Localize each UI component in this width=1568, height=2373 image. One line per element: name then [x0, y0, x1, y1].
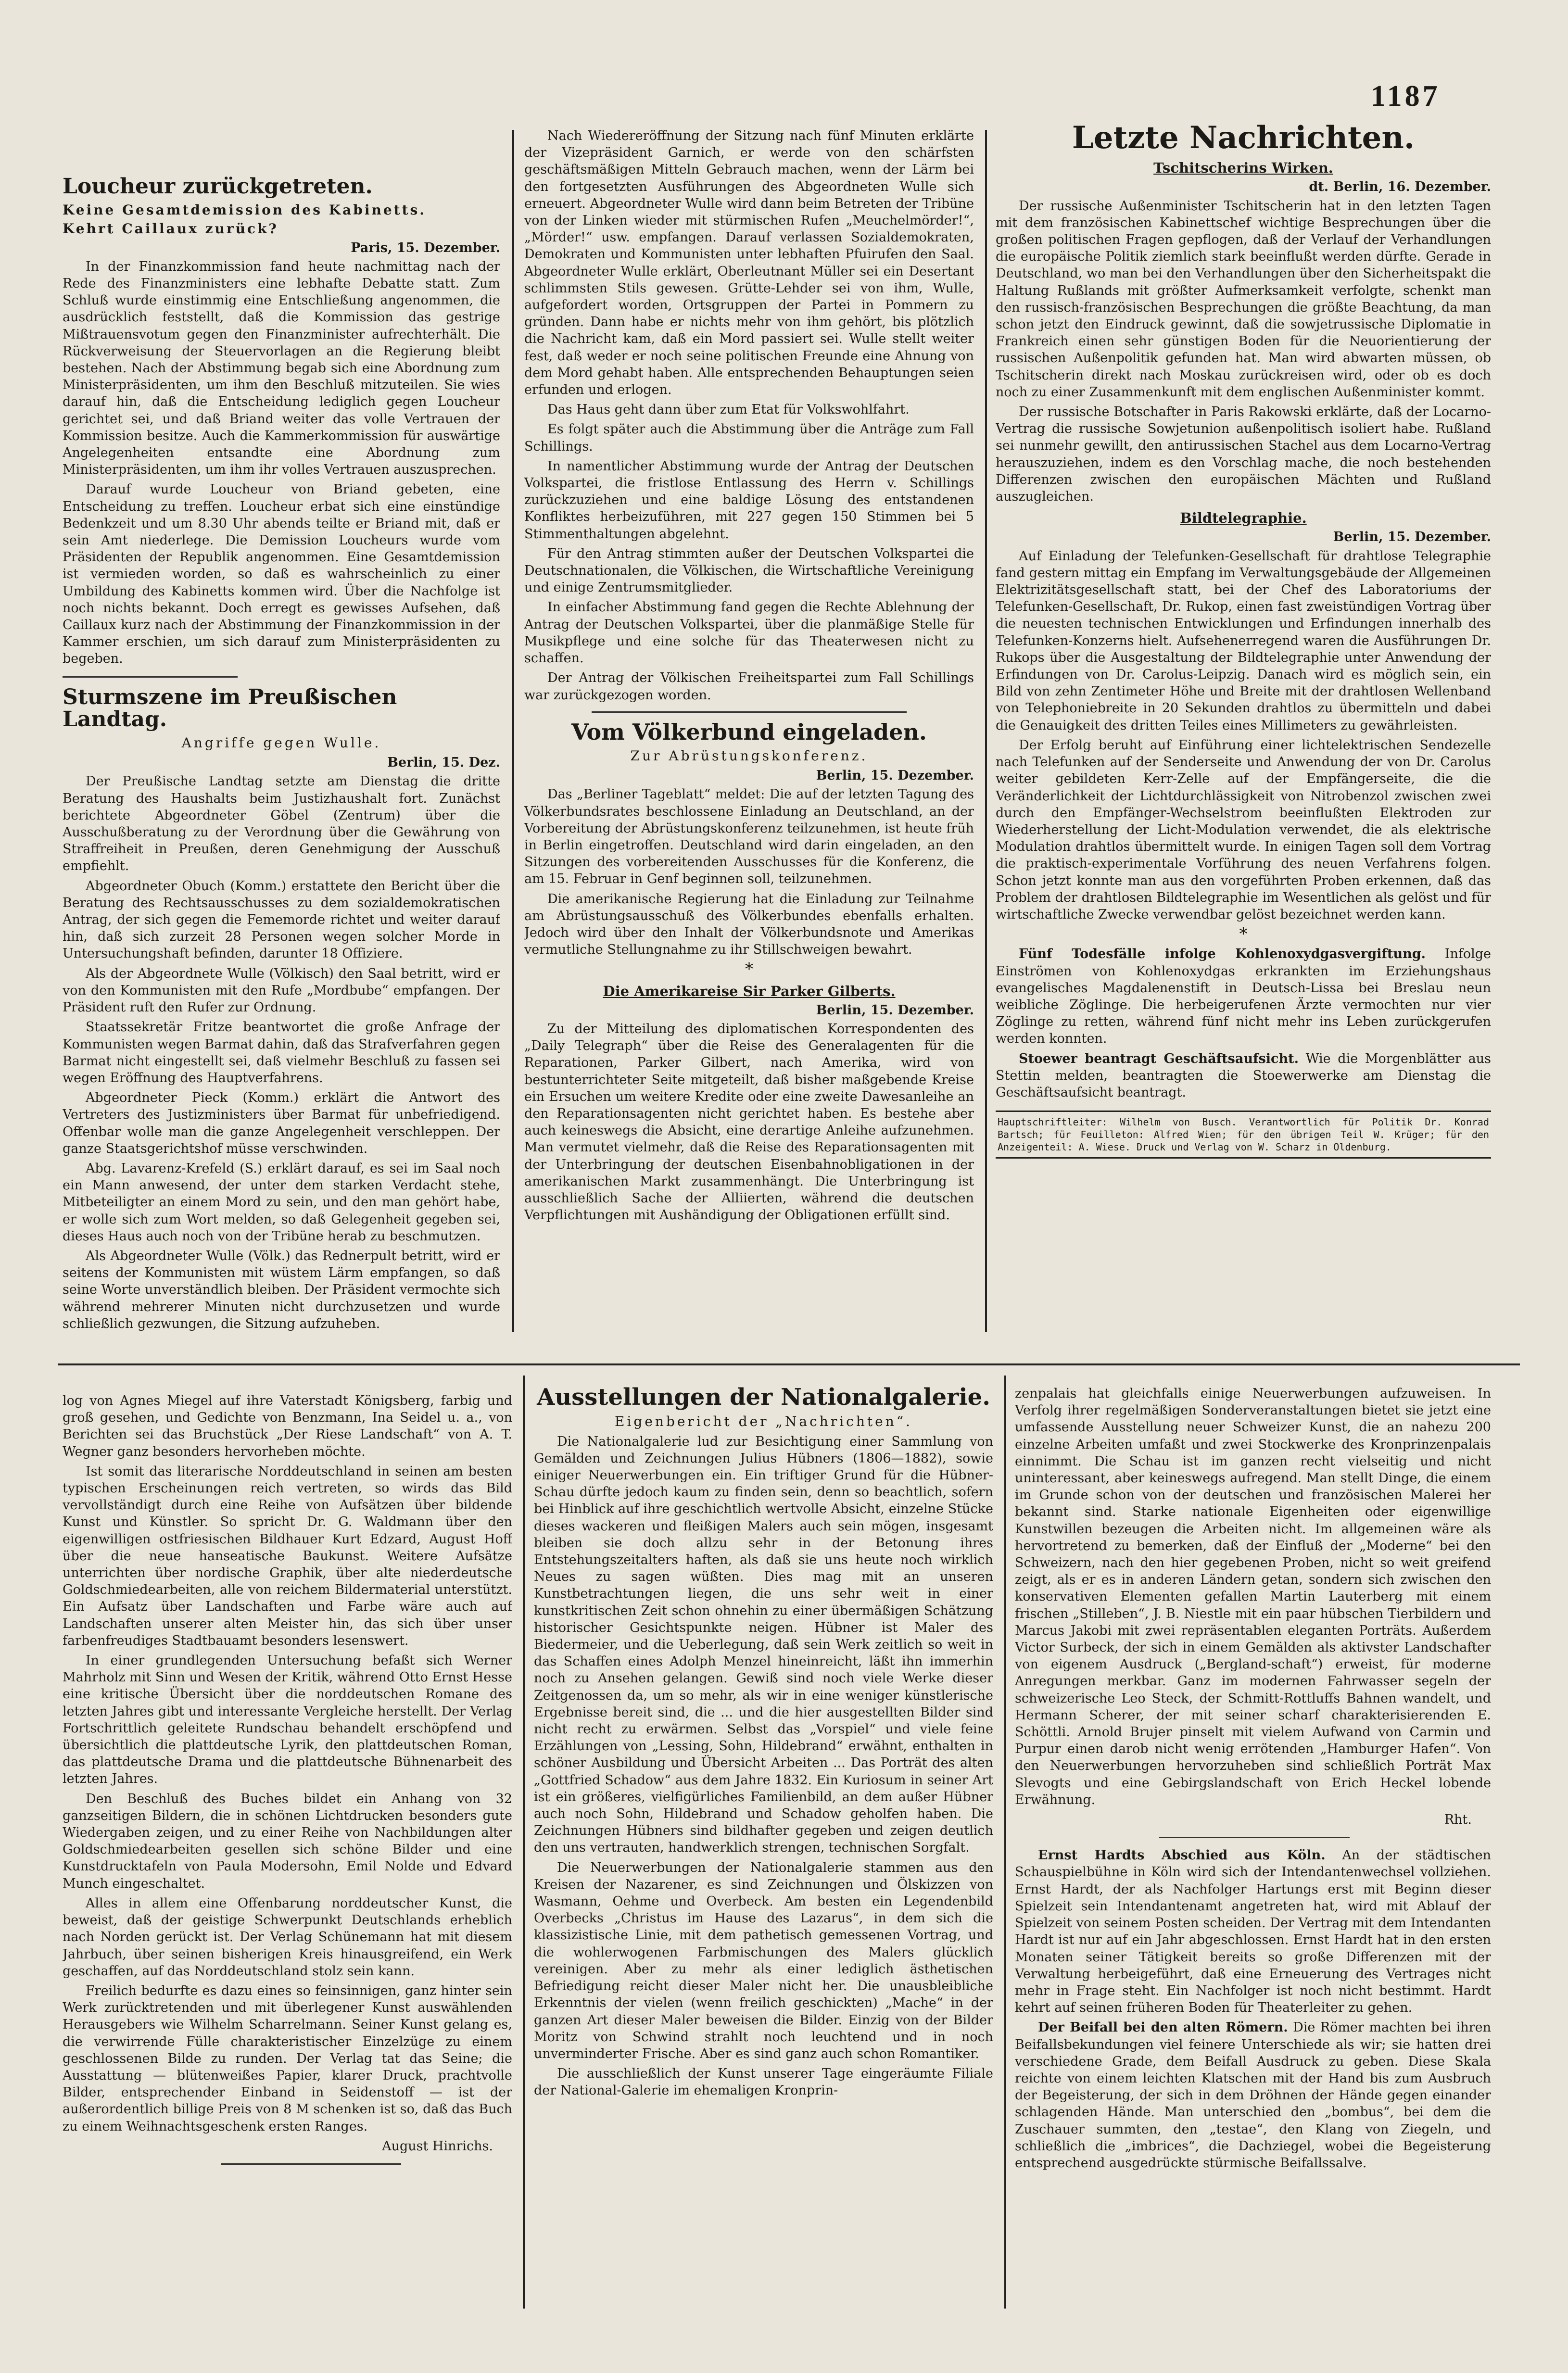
paragraph: Die Nationalgalerie lud zur Besichtigung einer Sammlung von Gemälden und Zeichnungen Julius Hübners (1806—1882), sowie einiger Neuerwerbungen ein. Ein triftiger Grund für die Hübner-Schau dürfte jedoch kaum zu finden sein, denn so beachtlich, sofern bei Hinblick auf ihre geschichtlich wertvolle Absicht, einzelne Stücke dieses wackeren und fleißigen Malers auch sein mögen, insgesamt bleiben sie doch allzu sehr in der Betonung ihres Entstehungszeitalters haften, als daß sie uns heute noch wirklich Neues zu sagen wüßten. Dies mag mit an unseren Kunstbetrachtungen liegen, die uns sehr weit in einer kunstkritischen Zeit schon ohnehin zu einer übermäßigen Schätzung historischer Gesichtspunkte neigen. Hübner ist Maler des Biedermeier, und die Ueberlegung, daß sein Werk zeitlich so weit in das Schaffen eines Adolph Menzel hineinreicht, läßt ihn immerhin noch zu Ansehen gelangen. Gewiß sind noch viele Werke dieser Zeitgenossen da, um so mehr, als wir in eine weniger künstlerische Ergebnisse bereit sind, die ... und die hier ausgestellten Bilder sind nicht recht zu erwärmen. Selbst das „Vorspiel“ und viele feine Erzählungen von „Lessing, Sohn, Hildebrand“ erwähnt, enthalten in schöner Ausbildung und Übersicht Arbeiten ... Das Porträt des alten „Gottfried Schadow“ aus dem Jahre 1832. Ein Kuriosum in seiner Art ist ein größeres, vielfigürliches Familienbild, an dem außer Hübner auch noch Sohn, Hildebrand und Schadow geholfen haben. Die Zeichnungen Hübners sind bildhafter gegeben und zeigen deutlich den uns vertrauten, handwerklich strengen, technischen Sorgfalt. — [534, 1434, 993, 1855]
paragraph: In einfacher Abstimmung fand gegen die Rechte Ablehnung der Antrag der Deutschen Volkspartei, über die planmäßige Stelle für Musikpflege und eine solche für das Theaterwesen nicht zu schaffen. — [524, 600, 974, 666]
column-3 — [996, 118, 1491, 1354]
paragraph: In der Finanzkommission fand heute nachmittag nach der Rede des Finanzministers eine lebhafte Debatte statt. Zum Schluß wurde einstimmig eine Entschließung angenommen, die ausdrücklich feststellt, daß die Kommission das gestrige Mißtrauensvotum gegen den Finanzminister aufrechterhält. Die Rückverweisung der Steuervorlagen an die Regierung bleibt bestehen. Nach der Abstimmung begab sich eine Abordnung zum Ministerpräsidenten, um ihm den Beschluß mitzuteilen. Sie wies darauf hin, daß die Entscheidung lediglich gegen Loucheur gerichtet sei, und daß Briand weiter das volle Vertrauen der Kommission besitze. Auch die Kammerkommission für auswärtige Angelegenheiten entsandte eine Abordnung zum Ministerpräsidenten, um ihm ihr volles Vertrauen auszusprechen. — [63, 259, 500, 478]
separator-star: * — [745, 959, 753, 979]
paragraph: Freilich bedurfte es dazu eines so feinsinnigen, ganz hinter sein Werk zurücktretenden und mit überlegener Kunst auswählenden Herausgebers wie Wilhelm Scharrelmann. Seiner Kunst gelang es, die verwirrende Fülle charakteristischer Einzelzüge zu einem geschlossenen Bilde zu runden. Der Verlag tat das Seine; die Ausstattung — blütenweißes Papier, klarer Druck, prachtvolle Bilder, entsprechender Einband in Seidenstoff — ist der außerordentlich billige Preis von 8 M schenken ist so, daß das Buch zu einem Weihnachtsgeschenk ersten Ranges. — [63, 1983, 512, 2134]
paragraph: Der russische Botschafter in Paris Rakowski erklärte, daß der Locarno-Vertrag die russische Sowjetunion außenpolitisch isoliert habe. Rußland sei nunmehr gewillt, den antirussischen Stachel aus dem Locarno-Vertrag herauszuziehen, indem es den Vorschlag mache, die noch bestehenden Differenzen zwischen den europäischen Mächten und Rußland auszugleichen. — [996, 404, 1491, 505]
section-title-letzte-nachrichten: Letzte Nachrichten. — [1072, 120, 1415, 156]
paragraph: Der Preußische Landtag setzte am Dienstag die dritte Beratung des Haushalts beim Justizhaushalt fort. Zunächst berichtete Abgeordneter Göbel (Zentrum) über die Ausschußberatung zu der Verordnung über die Gewährung von Straffreiheit in Preußen, deren Genehmigung der Ausschuß empfiehlt. — [63, 774, 500, 874]
paragraph: Es folgt später auch die Abstimmung über die Anträge zum Fall Schillings. — [524, 422, 974, 454]
paragraph: In einer grundlegenden Untersuchung befaßt sich Werner Mahrholz mit Sinn und Wesen der Kritik, während Otto Ernst Hesse eine kritische Übersicht über die norddeutschen Romane des letzten Jahres gibt und interessante Vergleiche herstellt. Der Verlag Fortschrittlich geleitete Rundschau behandelt erschöpfend und übersichtlich die plattdeutsche Lyrik, den plattdeutschen Roman, das plattdeutsche Drama und die plattdeutsche Bühnenarbeit des letzten Jahres. — [63, 1653, 512, 1787]
bottom-column-middle — [534, 1385, 993, 2306]
page-number: 1187 — [1371, 80, 1441, 113]
headline-gilbert: Die Amerikareise Sir Parker Gilberts. — [603, 983, 896, 999]
paragraph: Abg. Lavarenz-Krefeld (S.) erklärt darauf, es sei im Saal noch ein Mann anwesend, der unter dem starken Verdacht stehe, Mitbeteiligter an einem Mord zu sein, und den man gehört habe, er wolle sich zum Wort melden, so daß Gelegenheit gegeben sei, dieses Haus auch noch von der Tribüne herab zu beschmutzen. — [63, 1161, 500, 1244]
paragraph: zenpalais hat gleichfalls einige Neuerwerbungen aufzuweisen. In Verfolg ihrer regelmäßigen Sonderveranstaltungen bietet sie jetzt eine umfassende Ausstellung neuer Schweizer Kunst, die an nahezu 200 einzelne Arbeiten umfaßt und zwei Stockwerke des Kronprinzenpalais einnimmt. Die Schau ist im ganzen recht vielseitig und nicht uninteressant, aber keineswegs aufregend. Man stellt Dinge, die einem im Grunde schon von der deutschen und französischen Malerei her bekannt sind. Starke nationale Eigenheiten oder eigenwillige Kunstwillen bezeugen die Arbeiten nicht. Im allgemeinen wäre als hervortretend zu bemerken, daß der Einfluß der „Moderne“ bei den Schweizern, nach den hier gegebenen Proben, nicht so weit greifend zeigt, als er es in anderen Ländern getan, sondern sich zwischen den konservativen Elementen gefallen Martin Lauterberg mit einem frischen „Stilleben“, J. B. Niestle mit ein paar hübschen Tierbildern und Marcus Jakobi mit zwei repräsentablen eleganten Porträts. Außerdem Victor Surbeck, der sich in einem Gemälden als aktivster Landschafter von eigenem Ausdruck („Bergland-schaft“) erweist, für moderne Anregungen merkbar. Ganz im modernen Fahrwasser segeln der schweizerische Leo Steck, der Schmitt-Rottluffs Bahnen wandelt, und Hermann Scherer, der mit seiner scharf charakterisierenden E. Schöttli. Arnold Brujer pinselt mit vielem Aufwand von Carmin und Purpur einen darob nicht wenig errötenden „Hamburger Hafen“. Von den Neuerwerbungen hervorzuheben sind schließlich Porträt Max Slevogts und eine Gebirgslandschaft von Erich Heckel lobende Erwähnung. — [1015, 1386, 1491, 1807]
column-divider-2 — [985, 130, 987, 1332]
article-tschitscherin — [996, 160, 1491, 505]
separator-star: * — [1239, 924, 1248, 944]
body-hardt: An der städtischen Schauspielbühne in Köln wird sich der Intendantenwechsel vollziehen. Ernst Hardt, der als Nachfolger Hartungs erst mit Beginn dieser Spielzeit sein Intendantenamt angetreten hat, wird mit Ablauf der Spielzeit von seinem Posten scheiden. Der Vertrag mit dem Intendanten Hardt ist nur auf ein Jahr abgeschlossen. Ernst Hardt hat in den ersten Monaten seiner Tätigkeit bereits so große Differenzen mit der Verwaltung herbeigeführt, daß eine Erneuerung des Vertrages nicht mehr in Frage steht. Ein Nachfolger ist noch nicht bestimmt. Hardt kehrt auf seinen früheren Boden für Theaterleiter zu gehen. — [1015, 1848, 1491, 2016]
headline-tschitscherin: Tschitscherins Wirken. — [1153, 160, 1333, 177]
dateline: dt. Berlin, 16. Dezember. — [1309, 179, 1491, 195]
subhead-landtag: Angriffe gegen Wulle. — [181, 735, 381, 751]
paragraph: Den Beschluß des Buches bildet ein Anhang von 32 ganzseitigen Bildern, die in schönen Lichtdrucken besonders gute Wiedergaben zeigen, und zu einer Reihe von Nachbildungen alter Goldschmiedearbeiten gesellen sich schöne Bilder und eine Kunstdrucktafeln von Paula Modersohn, Emil Nolde und Edvard Munch eingeschaltet. — [63, 1791, 512, 1891]
paragraph: Als der Abgeordnete Wulle (Völkisch) den Saal betritt, wird er von den Kommunisten mit den Rufe „Mordbube“ empfangen. Der Präsident ruft den Rufer zur Ordnung. — [63, 966, 500, 1015]
paragraph: Darauf wurde Loucheur von Briand gebeten, eine Entscheidung zu treffen. Loucheur erbat sich eine einstündige Bedenkzeit und um 8.30 Uhr abends teilte er Briand mit, daß er sein Amt niederlege. Die Demission Loucheurs wurde vom Präsidenten der Republik angenommen. Eine Gesamtdemission ist vermieden worden, so daß es wahrscheinlich zu einer Umbildung des Kabinetts kommen wird. Über die Nachfolge ist noch nichts bekannt. Doch erregt es gewisses Aufsehen, daß Caillaux kurz nach der Abstimmung der Finanzkommission in der Kammer erschien, um sich darauf zum Ministerpräsidenten zu begeben. — [63, 482, 500, 667]
bottom-divider-2 — [1004, 1376, 1006, 2309]
divider — [1159, 1837, 1350, 1838]
divider — [221, 2163, 401, 2165]
paragraph: Für den Antrag stimmten außer der Deutschen Volkspartei die Deutschnationalen, die Völkischen, die Wirtschaftliche Vereinigung und einige Zentrumsmitglieder. — [524, 546, 974, 595]
subhead-voelkerbund: Zur Abrüstungskonferenz. — [630, 748, 868, 764]
body-stoewer: Wie die Morgenblätter aus Stettin melden, beantragten die Stoewerwerke am Dienstag die Geschäftsaufsicht beantragt. — [996, 1051, 1491, 1100]
paragraph: log von Agnes Miegel auf ihre Vaterstadt Königsberg, farbig und groß gesehen, und Gedichte von Benzmann, Ina Seidel u. a., von Berichten sei das Bruchstück „Der Riese Landschaft“ von A. T. Wegner ganz besonders hervorheben möchte. — [63, 1393, 512, 1459]
headline-loucheur: Loucheur zurückgetreten. — [63, 176, 373, 199]
article-gilbert — [524, 983, 974, 1224]
article-voelkerbund — [524, 720, 974, 959]
paragraph: Der Erfolg beruht auf Einführung einer lichtelektrischen Sendezelle nach Telefunken auf der Senderseite und Anwendung der von Dr. Carolus weiter gebildeten Kerr-Zelle auf der Empfängerseite, die die Veränderlichkeit der Lichtdurchlässigkeit von Nitrobenzol zwischen zwei durch den Empfänger-Wechselstrom beeinflußten Elektroden zur Wiederherstellung der Licht-Modulation verwendet, die als elektrische Modulation drahtlos übermittelt wurde. In einigen Tagen soll dem Vortrag die praktisch-experimentale Vorführung des neuen Verfahrens folgen. Schon jetzt konnte man aus den vorgeführten Proben erkennen, daß das Problem der drahtlosen Bildtelegraphie im Wesentlichen als gelöst und für wirtschaftliche Zwecke verwendbar gelöst bezeichnet werden kann. — [996, 737, 1491, 922]
bottom-divider-1 — [523, 1376, 525, 2309]
column-divider-1 — [512, 130, 514, 1332]
paragraph: Ist somit das literarische Norddeutschland in seinen am besten typischen Erscheinungen reich vertreten, so wirds das Bild vervollständigt durch eine Reihe von Aufsätzen über bildende Kunst und Künstler. So spricht Dr. G. Waldmann über den eigenwilligen ostfriesischen Bildhauer Kurt Edzard, August Hoff über die neue hanseatische Baukunst. Weitere Aufsätze unterrichten über nordische Graphik, über alte niederdeutsche Goldschmiedearbeiten, alle von reichem Bildermaterial unterstützt. Ein Aufsatz über Landschaften und Farbe wäre auch auf Landschaften unserer alten Meister hin, das sich über unser farbenfreudiges Stadtbauamt besonders lesenswert. — [63, 1464, 512, 1648]
headline-stoewer: Stoewer beantragt Geschäftsaufsicht. — [1019, 1051, 1299, 1066]
body-roemer: Die Römer machten bei ihren Beifallsbekundungen viel feinere Unterschiede als wir; sie hatten drei verschiedene Grade, dem Beifall Ausdruck zu geben. Diese Skala reichte von einem leichten Klatschen mit der Hand bis zum Ausbruch der Begeisterung, der sich in dem Dröhnen der Hände gegen einander schlagenden Hände. Man unterschied den „bombus“, bei dem die Zuschauer summten, den „testae“, den Klang von Ziegeln, und schließlich die „imbrices“, die Dachziegel, wobei die Begeisterung entsprechend ausgedrückte stürmische Beifallssalve. — [1015, 2020, 1491, 2171]
bottom-column-right — [1015, 1385, 1491, 2306]
paragraph: In namentlicher Abstimmung wurde der Antrag der Deutschen Volkspartei, die fristlose Entlassung des Herrn v. Schillings zurückzuziehen und eine baldige Lösung des entstandenen Konfliktes herbeizuführen, mit 227 gegen 150 Stimmen bei 5 Stimmenthaltungen abgelehnt. — [524, 458, 974, 542]
dateline: Paris, 15. Dezember. — [351, 240, 500, 255]
headline-landtag: Sturmszene im Preußischen Landtag. — [63, 684, 397, 732]
section-divider — [58, 1363, 1520, 1365]
headline-voelkerbund: Vom Völkerbund eingeladen. — [571, 719, 927, 745]
article-stoewer — [996, 1050, 1491, 1101]
byline: Rht. — [1444, 1812, 1472, 1828]
paragraph: Das Haus geht dann über zum Etat für Volkswohlfahrt. — [547, 402, 910, 417]
byline: August Hinrichs. — [382, 2138, 493, 2154]
article-landtag-continuation — [524, 127, 974, 704]
paragraph: Das „Berliner Tageblatt“ meldet: Die auf der letzten Tagung des Völkerbundsrates beschlossene Einladung an Deutschland, an der Vorbereitung der Abrüstungskonferenz teilzunehmen, ist heute früh in Berlin eingetroffen. Deutschland wird darin eingeladen, an den Sitzungen des vorbereitenden Ausschusses für die Konferenz, die am 15. Februar in Genf beginnen soll, teilzunehmen. — [524, 787, 974, 887]
article-kohlenoxyd — [996, 946, 1491, 1047]
paragraph: Abgeordneter Obuch (Komm.) erstattete den Bericht über die Beratung des Rechtsausschusses zu dem sozialdemokratischen Antrag, der sich gegen die Fememorde richtet und weiter darauf hin, daß sich zurzeit 28 Personen wegen solcher Morde in Untersuchungshaft befinden, darunter 18 Offiziere. — [63, 878, 500, 961]
paragraph: Staatssekretär Fritze beantwortet die große Anfrage der Kommunisten wegen Barmat dahin, daß das Strafverfahren gegen Barmat nicht eingestellt sei, daß vielmehr Beschluß zu fassen sei wegen Eröffnung des Hauptverfahrens. — [63, 1020, 500, 1086]
paragraph: Die amerikanische Regierung hat die Einladung zur Teilnahme am Abrüstungsausschuß des Völkerbundes ebenfalls erhalten. Jedoch wird über den Inhalt der Völkerbundsnote und Amerikas vermutliche Stellungnahme zu ihr Stillschweigen bewahrt. — [524, 891, 974, 958]
subhead-loucheur-1: Keine Gesamtdemission des Kabinetts. — [63, 202, 427, 218]
article-roemer — [1015, 2019, 1491, 2171]
headline-nationalgalerie: Ausstellungen der Nationalgalerie. — [537, 1385, 990, 1411]
paragraph: Der russische Außenminister Tschitscherin hat in den letzten Tagen mit dem französischen Kabinettschef wichtige Besprechungen über die großen politischen Fragen gepflogen, daß der Verlauf der Verhandlungen die europäische Politik ziemlich stark beeinflußt werden dürfte. Gerade in Deutschland, wo man bei den Verhandlungen über den Sicherheitspakt die Haltung Rußlands mit größter Aufmerksamkeit verfolgte, schenkt man den russisch-französischen Besprechungen die größte Beachtung, da man schon jetzt den Eindruck gewinnt, daß die sowjetrussische Diplomatie in Frankreich einen sehr günstigen Boden für die Neuorientierung der russischen Außenpolitik gefunden hat. Man wird abwarten müssen, ob Tschitscherin direkt nach Moskau zurückreisen wird, oder ob es doch noch zu einer Zusammenkunft mit dem englischen Außenminister kommt. — [996, 198, 1491, 400]
body-kohlenoxyd: Infolge Einströmen von Kohlenoxydgas erkrankten im Erziehungshaus evangelisches Magdalenenstift in Deutsch-Lissa bei Breslau neun weibliche Zöglinge. Die herbeigerufenen Ärzte vermochten nur vier Zöglinge zu retten, während fünf nicht mehr ins Leben zurückgerufen werden konnten. — [996, 947, 1491, 1047]
paragraph: Alles in allem eine Offenbarung norddeutscher Kunst, die beweist, daß der geistige Schwerpunkt Deutschlands erheblich nach Norden gerückt ist. Der Verlag Schünemann hat mit diesem Jahrbuch, über seinen bisherigen Kreis hinausgreifend, ein Werk geschaffen, auf das Norddeutschland stolz sein kann. — [63, 1895, 512, 1979]
paragraph: Die ausschließlich der Kunst unserer Tage eingeräumte Filiale der National-Galerie im ehemaligen Kronprin- — [534, 2066, 993, 2098]
subhead-nationalgalerie: Eigenbericht der „Nachrichten“. — [615, 1414, 912, 1430]
article-landtag — [63, 686, 500, 1332]
dateline: Berlin, 15. Dezember. — [1333, 530, 1491, 545]
column-1 — [63, 176, 500, 1354]
headline-roemer: Der Beifall bei den alten Römern. — [1038, 2020, 1288, 2035]
paragraph: Die Neuerwerbungen der Nationalgalerie stammen aus den Kreisen der Nazarener, es sind Zeichnungen und Ölskizzen von Wasmann, Oehme und Overbeck. Am besten ein Legendenbild Overbecks „Christus im Hause des Lazarus“, in dem sich die klassizistische Linie, mit dem pathetisch gemessenen Vortrag, und die wohlerwogenen Farbmischungen des Malers glücklich vereinigen. Aber zu mehr als einer lediglich ästhetischen Befriedigung reicht dieser Maler nicht her. Die unausbleibliche Erkenntnis der vielen (wenn freilich geschickten) „Mache“ in der ganzen Art dieser Maler beweisen die Bilder. Einzig von der Bilder Moritz von Schwind strahlt noch leuchtend und in noch unverminderter Frische. Aber es sind ganz auch schon Romantiker. — [534, 1860, 993, 2061]
paragraph: Zu der Mitteilung des diplomatischen Korrespondenten des „Daily Telegraph“ über die Reise des Generalagenten für die Reparationen, Parker Gilbert, nach Amerika, wird von bestunterrichteter Seite mitgeteilt, daß bisher maßgebende Kreise ein Ersuchen um weitere Kredite oder eine zweite Dawesanleihe an den Reparationsagenten nicht gerichtet haben. Es bestehe aber auch keineswegs die Absicht, eine derartige Anleihe aufzunehmen. Man vermutet vielmehr, daß die Reise des Reparationsagenten mit der Unterbringung der deutschen Eisenbahnobligationen in der amerikanischen Markt zusammenhängt. Die Unterbringung ist ausschließlich Sache der Alliierten, während die deutschen Verpflichtungen mit Aushändigung der Obligationen erfüllt sind. — [524, 1022, 974, 1223]
imprint: Hauptschriftleiter: Wilhelm von Busch. Verantwortlich für Politik Dr. Konrad Bartsch; für Feuilleton: Alfred Wien; für den übrigen Teil W. Krüger; für den Anzeigenteil: A. Wiese. Druck und Verlag von W. Scharz in Oldenburg. — [996, 1111, 1491, 1159]
dateline: Berlin, 15. Dez. — [387, 755, 500, 770]
dateline: Berlin, 15. Dezember. — [816, 768, 974, 783]
paragraph: Der Antrag der Völkischen Freiheitspartei zum Fall Schillings war zurückgezogen worden. — [524, 670, 974, 703]
article-loucheur — [63, 176, 500, 668]
paragraph: Nach Wiedereröffnung der Sitzung nach fünf Minuten erklärte der Vizepräsident Garnich, er werde von den schärfsten geschäftsmäßigen Mitteln Gebrauch machen, wenn der Lärm bei den fortgesetzten Ausführungen des Abgeordneten Wulle sich erneuert. Abgeordneter Wulle wird dann beim Betreten der Tribüne von der Linken wieder mit stürmischen Rufen „Meuchelmörder!“, „Mörder!“ usw. empfangen. Darauf verlassen Sozialdemokraten, Demokraten und Kommunisten unter lebhaften Pfuirufen den Saal. Abgeordneter Wulle erklärt, Oberleutnant Müller sei ein Desertant schlimmsten Stils gewesen. Grütte-Lehder sei von ihm, Wulle, aufgefordert worden, Ortsgruppen der Partei in Pommern zu gründen. Dann habe er nichts mehr von ihm gehört, bis plötzlich die Nachricht kam, daß ein Mord passiert sei. Wulle stellt weiter fest, daß weder er noch seine politischen Freunde eine Ahnung von dem Mord gehabt haben. Alle entsprechenden Behauptungen seien erfunden und erlogen. — [524, 128, 974, 398]
bottom-column-left — [63, 1392, 512, 2306]
headline-bildtelegraphie: Bildtelegraphie. — [1180, 510, 1307, 527]
column-2 — [524, 127, 974, 1354]
paragraph: Als Abgeordneter Wulle (Völk.) das Rednerpult betritt, wird er seitens der Kommunisten mit wüstem Lärm empfangen, so daß seine Worte unverständlich bleiben. Der Präsident vermochte sich während mehrerer Minuten nicht durchzusetzen und wurde schließlich gezwungen, die Sitzung aufzuheben. — [63, 1248, 500, 1331]
divider — [63, 676, 238, 678]
headline-hardt: Ernst Hardts Abschied aus Köln. — [1038, 1848, 1326, 1863]
paragraph: Abgeordneter Pieck (Komm.) erklärt die Antwort des Vertreters des Justizministers über Barmat für unbefriedigend. Offenbar wolle man die ganze Angelegenheit verschleppen. Der ganze Staatsgerichtshof müsse verschwinden. — [63, 1090, 500, 1156]
paragraph: Auf Einladung der Telefunken-Gesellschaft für drahtlose Telegraphie fand gestern mittag ein Empfang im Verwaltungsgebäude der Allgemeinen Elektrizitätsgesellschaft statt, bei der Chef des Laboratoriums der Telefunken-Gesellschaft, Dr. Rukop, einen fast zweistündigen Vortrag über die neuesten technischen Entwicklungen und Erfindungen innerhalb des Telefunken-Konzerns hielt. Aufsehenerregend waren die Ausführungen Dr. Rukops über die Ausgestaltung der Bildtelegraphie unter Anwendung der Erfindungen von Dr. Carolus-Leipzig. Danach wird es möglich sein, ein Bild von zehn Zentimeter Höhe und Breite mit der drahtlosen Wellenband von Telephoniebreite in 20 Sekunden drahtlos zu übermitteln und dabei die Genauigkeit des dritten Teiles eines Millimeters zu gewährleisten. — [996, 548, 1491, 733]
article-bildtelegraphie — [996, 510, 1491, 923]
dateline: Berlin, 15. Dezember. — [816, 1002, 974, 1018]
headline-kohlenoxyd: Fünf Todesfälle infolge Kohlenoxydgasvergiftung. — [1019, 947, 1426, 962]
subhead-loucheur-2: Kehrt Caillaux zurück? — [63, 221, 278, 237]
divider — [592, 711, 907, 713]
article-hardt — [1015, 1847, 1491, 2016]
